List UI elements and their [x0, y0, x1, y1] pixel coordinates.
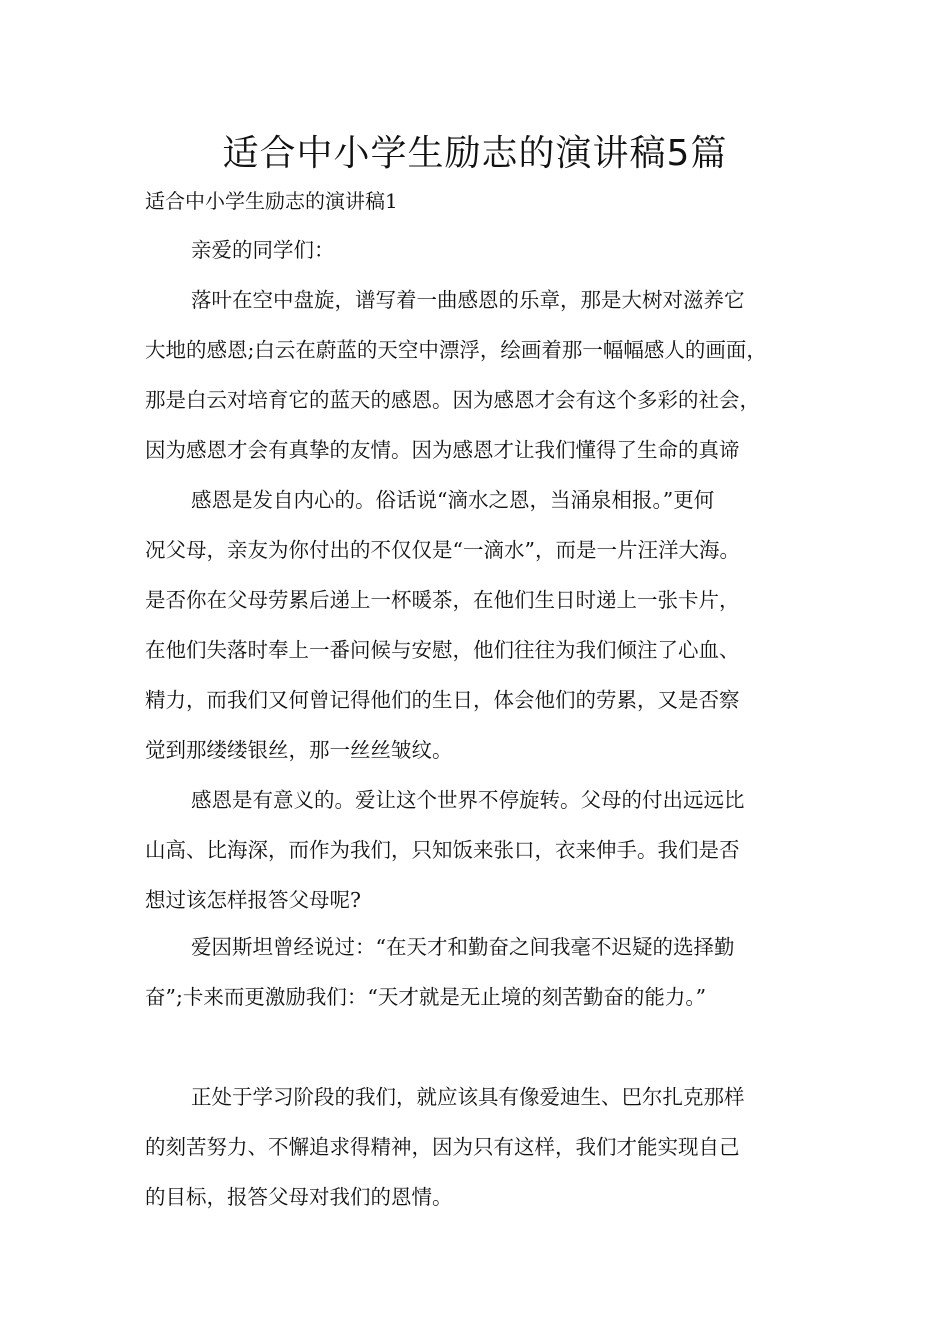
paragraph-line: 大地的感恩;白云在蔚蓝的天空中漂浮，绘画着那一幅幅感人的画面， [145, 338, 767, 362]
greeting-line: 亲爱的同学们： [191, 238, 335, 262]
paragraph-line: 是否你在父母劳累后递上一杯暖茶，在他们生日时递上一张卡片， [145, 588, 740, 612]
paragraph-4 [145, 922, 815, 1022]
paragraph-1 [145, 275, 815, 475]
paragraph-line: 因为感恩才会有真挚的友情。因为感恩才让我们懂得了生命的真谛 [145, 438, 740, 462]
paragraph-line: 落叶在空中盘旋，谱写着一曲感恩的乐章，那是大树对滋养它 [191, 288, 745, 312]
greeting-paragraph [145, 225, 815, 275]
paragraph-line: 想过该怎样报答父母呢? [145, 888, 361, 912]
paragraph-3 [145, 775, 815, 925]
paragraph-line: 精力，而我们又何曾记得他们的生日，体会他们的劳累，又是否察 [145, 688, 740, 712]
paragraph-line: 的目标，报答父母对我们的恩情。 [145, 1185, 453, 1209]
paragraph-line: 那是白云对培育它的蓝天的感恩。因为感恩才会有这个多彩的社会， [145, 388, 760, 412]
paragraph-2 [145, 475, 815, 775]
paragraph-line: 正处于学习阶段的我们，就应该具有像爱迪生、巴尔扎克那样 [191, 1085, 745, 1109]
paragraph-line: 奋”;卡来而更激励我们：“天才就是无止境的刻苦勤奋的能力。” [145, 985, 707, 1009]
paragraph-line: 感恩是有意义的。爱让这个世界不停旋转。父母的付出远远比 [191, 788, 745, 812]
paragraph-line: 的刻苦努力、不懈追求得精神，因为只有这样，我们才能实现自己 [145, 1135, 740, 1159]
paragraph-line: 况父母，亲友为你付出的不仅仅是“一滴水”，而是一片汪洋大海。 [145, 538, 740, 562]
paragraph-5 [145, 1072, 815, 1222]
section-heading: 适合中小学生励志的演讲稿1 [145, 189, 398, 213]
paragraph-line: 感恩是发自内心的。俗话说“滴水之恩，当涌泉相报。”更何 [191, 488, 715, 512]
paragraph-line: 爱因斯坦曾经说过：“在天才和勤奋之间我毫不迟疑的选择勤 [191, 935, 735, 959]
paragraph-line: 在他们失落时奉上一番问候与安慰，他们往往为我们倾注了心血、 [145, 638, 740, 662]
paragraph-line: 山高、比海深，而作为我们，只知饭来张口，衣来伸手。我们是否 [145, 838, 740, 862]
paragraph-line: 觉到那缕缕银丝，那一丝丝皱纹。 [145, 738, 453, 762]
document-title: 适合中小学生励志的演讲稿5篇 [222, 133, 728, 174]
